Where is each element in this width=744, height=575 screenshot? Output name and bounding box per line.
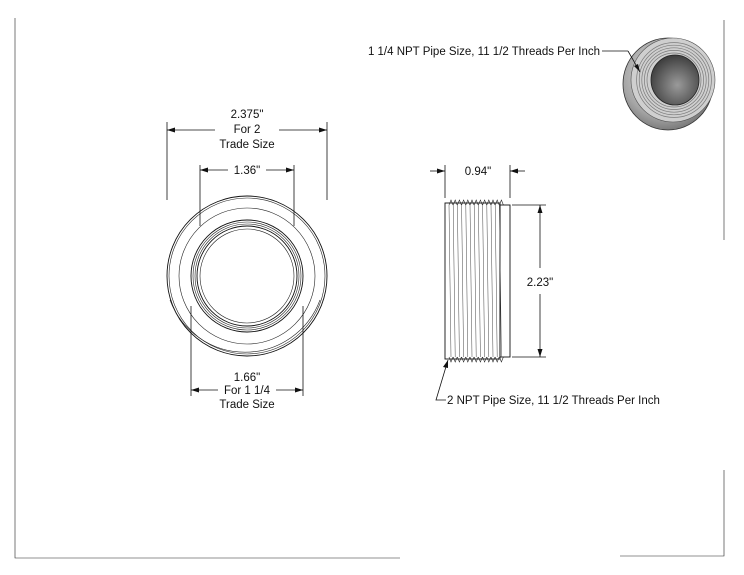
bore-ring-2 (195, 224, 299, 328)
thread-line (453, 205, 455, 357)
thread-line (491, 205, 493, 357)
side-width-value: 0.94" (464, 166, 492, 178)
thread-tooth-bottom (487, 357, 491, 362)
inner-bottom-dimension (191, 306, 303, 411)
thread-line (495, 205, 497, 357)
thread-tooth-top (462, 200, 466, 205)
thread-line (462, 205, 464, 357)
thread-tooth-top (491, 200, 495, 205)
inner-bottom-dim-note-2: Trade Size (219, 399, 275, 411)
thread-line (478, 205, 480, 357)
thread-tooth-top (457, 200, 461, 205)
thread-tooth-top (495, 200, 499, 205)
bore-ring-1 (193, 222, 301, 330)
thread-tooth-bottom (457, 357, 461, 362)
side-height-value: 2.23" (526, 277, 554, 289)
thread-tooth-bottom (466, 357, 470, 362)
front-view (167, 109, 327, 411)
side-thread-callout-text: 2 NPT Pipe Size, 11 1/2 Threads Per Inch (447, 395, 660, 407)
thread-tooth-bottom (474, 357, 478, 362)
thread-tooth-bottom (470, 357, 474, 362)
inner-top-dim-value: 1.36" (233, 165, 261, 177)
thread-tooth-bottom (495, 357, 499, 362)
thread-tooth-top (478, 200, 482, 205)
flange-circle (179, 208, 315, 344)
thread-tooth-bottom (449, 357, 453, 362)
thread-tooth-top (487, 200, 491, 205)
side-width-dimension (430, 165, 525, 198)
thread-tooth-top (474, 200, 478, 205)
outer-dim-note-2: Trade Size (219, 139, 275, 151)
bore-edge-circle (200, 229, 294, 323)
thread-line (483, 205, 485, 357)
inner-bottom-dim-value: 1.66" (233, 372, 261, 384)
thread-line (487, 205, 489, 357)
thread-tooth-top (470, 200, 474, 205)
side-thread-callout (436, 360, 660, 407)
side-height-dimension (512, 205, 553, 357)
iso-thread-callout-text: 1 1/4 NPT Pipe Size, 11 1/2 Threads Per Inch (367, 46, 600, 58)
thread-tooth-top (449, 200, 453, 205)
side-view (430, 165, 660, 407)
side-flange (500, 205, 510, 357)
thread-tooth-top (499, 200, 503, 205)
thread-line (474, 205, 476, 357)
thread-tooth-bottom (499, 357, 503, 362)
outer-rim-inner-edge (169, 198, 325, 354)
thread-tooth-bottom (462, 357, 466, 362)
isometric-view (368, 38, 715, 130)
outer-dim-note-1: For 2 (233, 124, 261, 136)
thread-tooth-top (483, 200, 487, 205)
thread-line (470, 205, 472, 357)
iso-thread-callout (368, 46, 640, 72)
bore-inner-circle (197, 226, 297, 326)
thread-line (449, 205, 451, 357)
outer-dimension (167, 109, 327, 200)
inner-top-dimension (200, 165, 294, 226)
bore-outer-circle (191, 220, 303, 332)
outer-dim-value: 2.375" (230, 109, 264, 121)
thread-lines (449, 200, 503, 362)
thread-tooth-top (453, 200, 457, 205)
thread-line (466, 205, 468, 357)
inner-bottom-dim-note-1: For 1 1/4 (223, 385, 271, 397)
thread-tooth-bottom (491, 357, 495, 362)
sheet-border (15, 18, 724, 558)
iso-bore (651, 55, 699, 105)
thread-tooth-bottom (453, 357, 457, 362)
thread-line (457, 205, 459, 357)
thread-tooth-top (466, 200, 470, 205)
thread-tooth-bottom (483, 357, 487, 362)
thread-tooth-bottom (478, 357, 482, 362)
